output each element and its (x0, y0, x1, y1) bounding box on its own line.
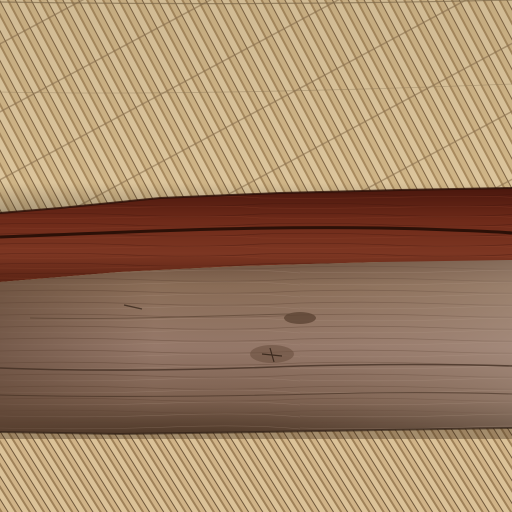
weathered-wooden-beam (0, 260, 512, 434)
reed-ceiling-bottom (0, 425, 512, 512)
wood-knot (284, 312, 316, 324)
reed-ceiling-top (0, 0, 512, 215)
